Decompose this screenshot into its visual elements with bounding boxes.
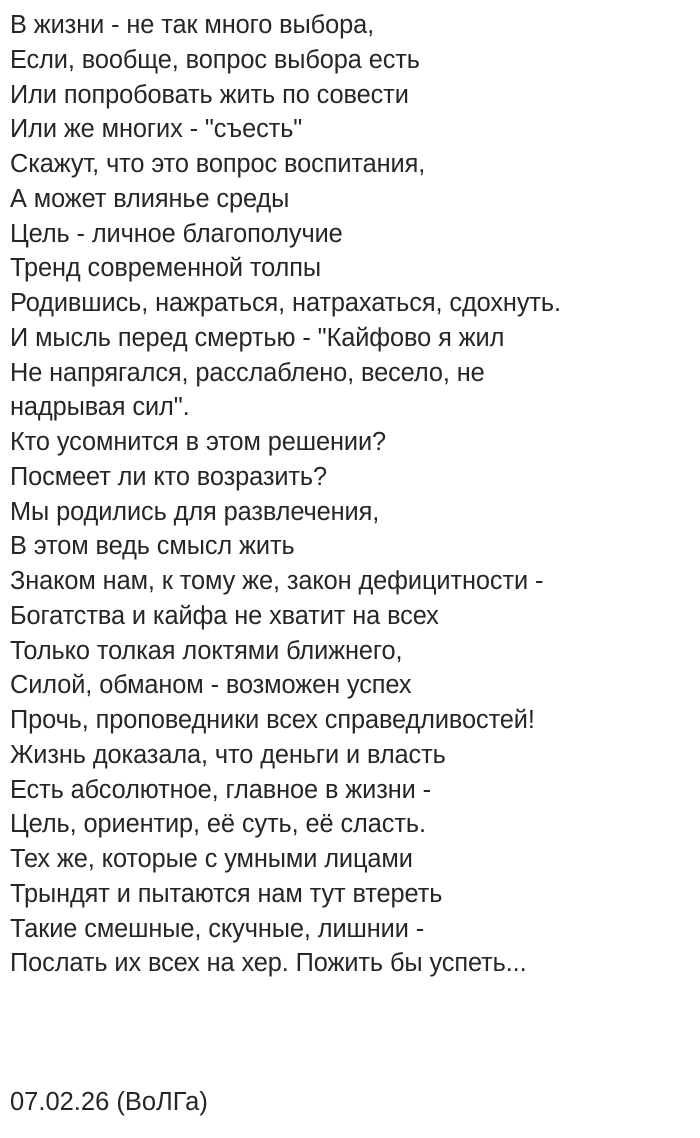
poem-line: Жизнь доказала, что деньги и власть (10, 740, 446, 769)
poem-line: В этом ведь смысл жить (10, 532, 295, 561)
poem-signature: 07.02.26 (ВоЛГа) (10, 1088, 208, 1116)
poem-line: Есть абсолютное, главное в жизни - (10, 775, 431, 804)
poem-line: Или попробовать жить по совести (10, 80, 409, 109)
poem-line: Тренд современной толпы (10, 254, 321, 283)
poem-line: Посмеет ли кто возразить? (10, 462, 328, 491)
poem-line: А может влиянье среды (10, 184, 290, 213)
poem-line: Богатства и кайфа не хватит на всех (10, 601, 439, 630)
poem-text (10, 8, 700, 981)
poem-line: Скажут, что это вопрос воспитания, (10, 150, 426, 178)
poem-line: Или же многих - "съесть" (10, 115, 303, 144)
poem-line: И мысль перед смертью - "Кайфово я жил (10, 323, 505, 352)
poem-line: надрывая сил". (10, 393, 190, 422)
poem-line: Только толкая локтями ближнего, (10, 636, 403, 665)
poem-line: Мы родились для развлечения, (10, 497, 380, 526)
poem-line: Такие смешные, скучные, лишнии - (10, 914, 425, 943)
poem-line: Трындят и пытаются нам тут втереть (10, 879, 443, 908)
poem-line: Послать их всех на хер. Пожить бы успеть... (10, 949, 527, 978)
poem-line: Прочь, проповедники всех справедливостей! (10, 706, 535, 734)
poem-line: Силой, обманом - возможен успех (10, 671, 412, 700)
poem-line: В жизни - не так много выбора, (10, 11, 375, 39)
poem-line: Цель - личное благополучие (10, 219, 343, 248)
poem-line: Родившись, нажраться, натрахаться, сдохнуть. (10, 289, 561, 317)
poem-line: Кто усомнится в этом решении? (10, 428, 387, 456)
poem-line: Не напрягался, расслаблено, весело, не (10, 358, 485, 387)
poem-line: Знаком нам, к тому же, закон дефицитности - (10, 567, 544, 595)
poem-line: Цель, ориентир, её суть, её сласть. (10, 810, 426, 839)
poem-line: Тех же, которые с умными лицами (10, 845, 413, 873)
poem-line: Если, вообще, вопрос выбора есть (10, 45, 420, 74)
